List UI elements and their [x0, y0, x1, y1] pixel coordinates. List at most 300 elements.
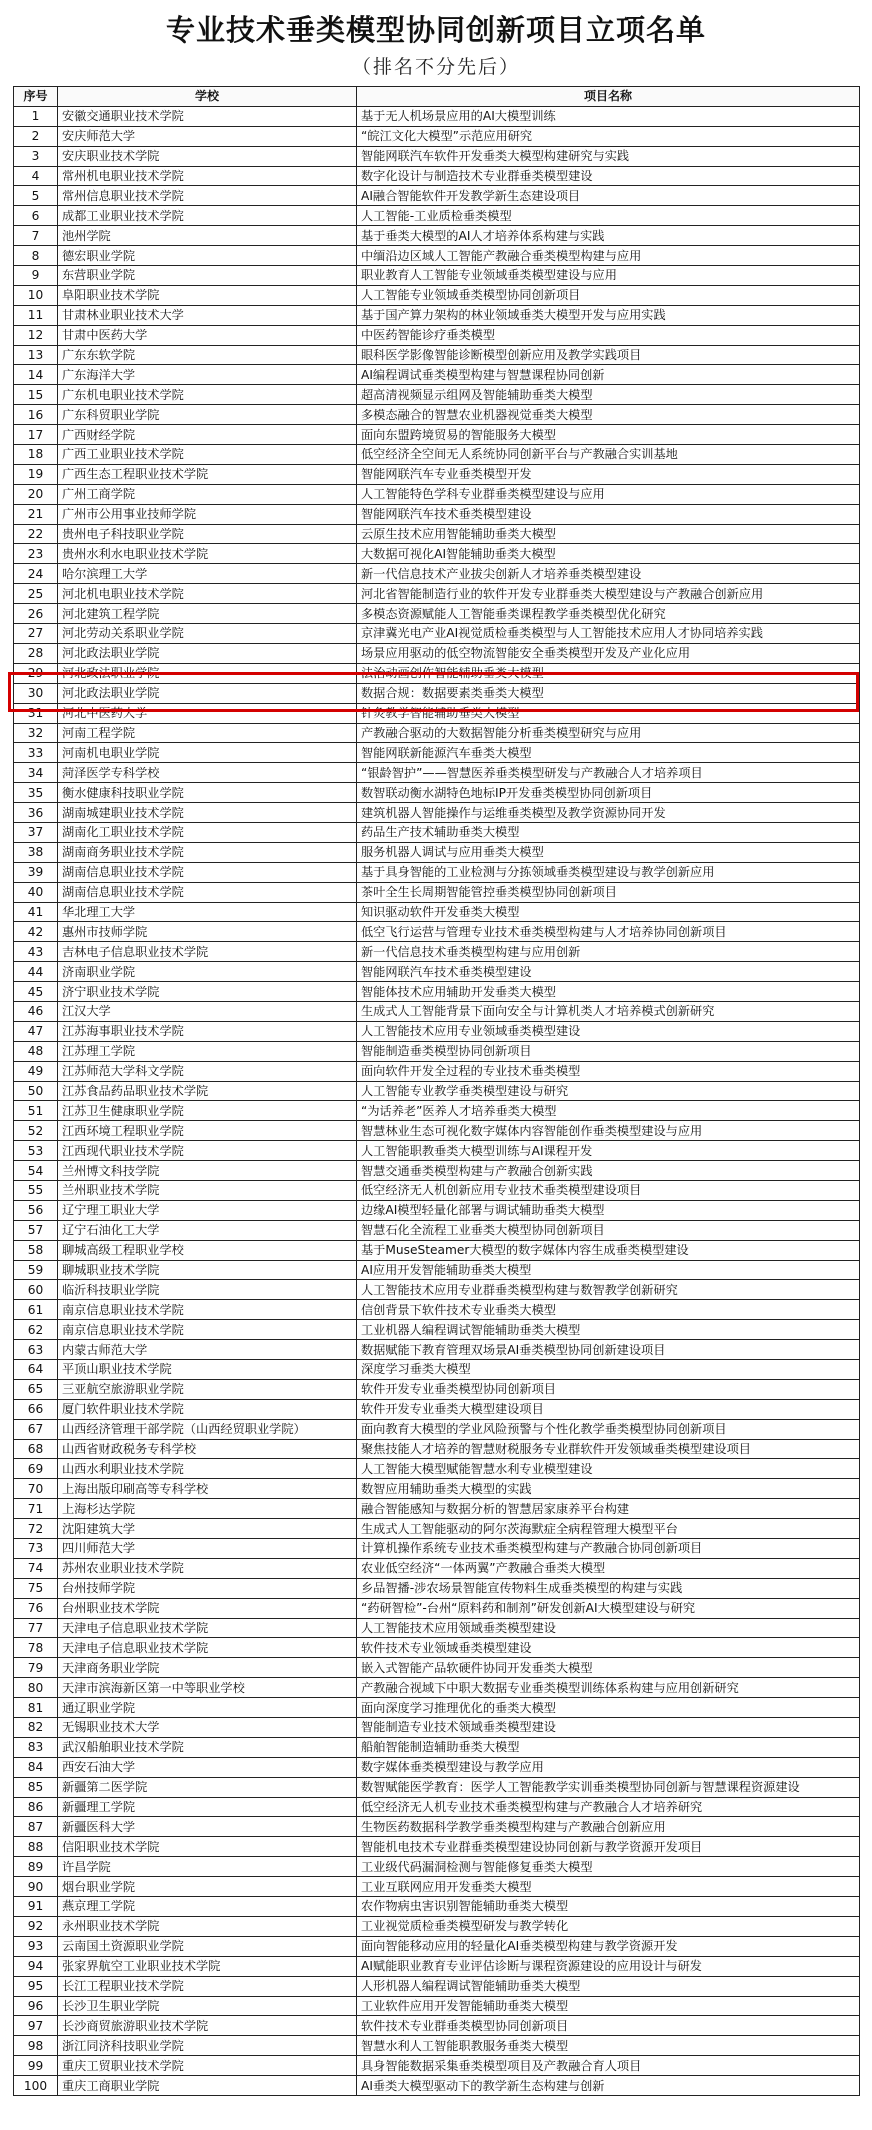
row-project: 多模态资源赋能人工智能垂类课程教学垂类模型优化研究: [357, 604, 860, 624]
table-row: [14, 1479, 860, 1499]
row-school: 广西工业职业技术学院: [58, 445, 357, 465]
row-project: 人工智能技术应用领域垂类模型建设: [357, 1618, 860, 1638]
row-index: 67: [14, 1419, 58, 1439]
row-index: 85: [14, 1777, 58, 1797]
row-school: 东营职业学院: [58, 266, 357, 286]
row-school: 台州职业技术学院: [58, 1598, 357, 1618]
row-school: 华北理工大学: [58, 902, 357, 922]
row-index: 52: [14, 1121, 58, 1141]
row-index: 98: [14, 2036, 58, 2056]
table-row: [14, 1618, 860, 1638]
table-row: [14, 504, 860, 524]
row-project: 智能网联新能源汽车垂类大模型: [357, 743, 860, 763]
row-index: 84: [14, 1757, 58, 1777]
row-school: 广东科贸职业学院: [58, 405, 357, 425]
row-project: 中医药智能诊疗垂类模型: [357, 325, 860, 345]
row-index: 28: [14, 643, 58, 663]
row-school: 三亚航空旅游职业学院: [58, 1379, 357, 1399]
table-row: [14, 106, 860, 126]
row-school: 阜阳职业技术学院: [58, 285, 357, 305]
row-school: 广东海洋大学: [58, 365, 357, 385]
row-school: 惠州市技师学院: [58, 922, 357, 942]
table-row: [14, 1539, 860, 1559]
row-school: 重庆工贸职业技术学院: [58, 2056, 357, 2076]
table-row: [14, 1101, 860, 1121]
row-project: “银龄智护”——智慧医养垂类模型研发与产教融合人才培养项目: [357, 763, 860, 783]
row-school: 河北政法职业学院: [58, 643, 357, 663]
table-row: [14, 1439, 860, 1459]
row-school: 兰州职业技术学院: [58, 1180, 357, 1200]
row-project: 茶叶全生长周期智能管控垂类模型协同创新项目: [357, 882, 860, 902]
row-school: 河南工程学院: [58, 723, 357, 743]
row-school: 云南国土资源职业学院: [58, 1936, 357, 1956]
row-index: 45: [14, 982, 58, 1002]
row-school: 新疆第二医学院: [58, 1777, 357, 1797]
row-school: 菏泽医学专科学校: [58, 763, 357, 783]
row-school: 甘肃林业职业技术大学: [58, 305, 357, 325]
row-project: 工业视觉质检垂类模型研发与教学转化: [357, 1916, 860, 1936]
row-school: 安庆师范大学: [58, 126, 357, 146]
row-project: 农作物病虫害识别智能辅助垂类大模型: [357, 1897, 860, 1917]
row-index: 78: [14, 1638, 58, 1658]
row-index: 88: [14, 1837, 58, 1857]
table-row: [14, 1459, 860, 1479]
row-project: 生成式人工智能背景下面向安全与计算机类人才培养模式创新研究: [357, 1001, 860, 1021]
row-project: 工业互联网应用开发垂类大模型: [357, 1877, 860, 1897]
table-row: [14, 2036, 860, 2056]
row-index: 73: [14, 1539, 58, 1559]
row-school: 河北中医药大学: [58, 703, 357, 723]
row-project: 人工智能技术应用专业领域垂类模型建设: [357, 1021, 860, 1041]
table-row: [14, 2056, 860, 2076]
row-index: 27: [14, 624, 58, 644]
table-row: [14, 1936, 860, 1956]
table-row: [14, 683, 860, 703]
row-index: 56: [14, 1200, 58, 1220]
row-school: 安庆职业技术学院: [58, 146, 357, 166]
row-project: 低空经济无人机创新应用专业技术垂类模型建设项目: [357, 1180, 860, 1200]
row-index: 4: [14, 166, 58, 186]
row-school: 河北政法职业学院: [58, 683, 357, 703]
row-index: 18: [14, 445, 58, 465]
table-row: [14, 643, 860, 663]
row-school: 长沙商贸旅游职业技术学院: [58, 2016, 357, 2036]
table-row: [14, 1001, 860, 1021]
row-school: 张家界航空工业职业技术学院: [58, 1956, 357, 1976]
table-row: [14, 1121, 860, 1141]
row-project: 具身智能数据采集垂类模型项目及产教融合育人项目: [357, 2056, 860, 2076]
row-index: 44: [14, 962, 58, 982]
row-project: 新一代信息技术产业拔尖创新人才培养垂类模型建设: [357, 564, 860, 584]
row-project: 数字媒体垂类模型建设与教学应用: [357, 1757, 860, 1777]
row-index: 51: [14, 1101, 58, 1121]
row-index: 93: [14, 1936, 58, 1956]
row-project: 人工智能特色学科专业群垂类模型建设与应用: [357, 484, 860, 504]
row-school: 临沂科技职业学院: [58, 1280, 357, 1300]
table-row: [14, 345, 860, 365]
row-project: 融合智能感知与数据分析的智慧居家康养平台构建: [357, 1499, 860, 1519]
row-project: 超高清视频显示组网及智能辅助垂类大模型: [357, 385, 860, 405]
row-school: 南京信息职业技术学院: [58, 1300, 357, 1320]
row-project: 软件技术专业群垂类模型协同创新项目: [357, 2016, 860, 2036]
row-index: 32: [14, 723, 58, 743]
table-row: [14, 723, 860, 743]
row-school: 四川师范大学: [58, 1539, 357, 1559]
row-school: 安徽交通职业技术学院: [58, 106, 357, 126]
table-row: [14, 1558, 860, 1578]
page-title: 专业技术垂类模型协同创新项目立项名单: [165, 13, 706, 47]
row-project: 针灸教学智能辅助垂类大模型: [357, 703, 860, 723]
row-project: 智慧水利人工智能职教服务垂类大模型: [357, 2036, 860, 2056]
row-project: 多模态融合的智慧农业机器视觉垂类大模型: [357, 405, 860, 425]
table-row: [14, 1399, 860, 1419]
row-project: 建筑机器人智能操作与运维垂类模型及教学资源协同开发: [357, 803, 860, 823]
row-school: 平顶山职业技术学院: [58, 1360, 357, 1380]
row-index: 46: [14, 1001, 58, 1021]
row-index: 68: [14, 1439, 58, 1459]
row-index: 29: [14, 663, 58, 683]
row-index: 43: [14, 942, 58, 962]
table-row: [14, 1360, 860, 1380]
row-project: AI编程调试垂类模型构建与智慧课程协同创新: [357, 365, 860, 385]
row-school: 山西省财政税务专科学校: [58, 1439, 357, 1459]
row-index: 5: [14, 186, 58, 206]
row-school: 长江工程职业技术学院: [58, 1976, 357, 1996]
row-index: 33: [14, 743, 58, 763]
row-project: 智能体技术应用辅助开发垂类大模型: [357, 982, 860, 1002]
table-row: [14, 1280, 860, 1300]
row-school: 长沙卫生职业学院: [58, 1996, 357, 2016]
row-index: 6: [14, 206, 58, 226]
row-school: 江汉大学: [58, 1001, 357, 1021]
row-index: 94: [14, 1956, 58, 1976]
row-project: 基于MuseSteamer大模型的数字媒体内容生成垂类模型建设: [357, 1240, 860, 1260]
row-project: 软件开发专业垂类大模型建设项目: [357, 1399, 860, 1419]
row-index: 96: [14, 1996, 58, 2016]
row-index: 100: [14, 2076, 58, 2096]
row-project: 人工智能专业教学垂类模型建设与研究: [357, 1081, 860, 1101]
row-school: 德宏职业学院: [58, 246, 357, 266]
row-index: 2: [14, 126, 58, 146]
table-row: [14, 1996, 860, 2016]
row-index: 53: [14, 1141, 58, 1161]
table-body: [14, 106, 860, 2095]
row-index: 15: [14, 385, 58, 405]
row-school: 成都工业职业技术学院: [58, 206, 357, 226]
row-school: 河北政法职业学院: [58, 663, 357, 683]
row-index: 82: [14, 1718, 58, 1738]
row-index: 36: [14, 803, 58, 823]
table-row: [14, 902, 860, 922]
table-row: [14, 1200, 860, 1220]
table-row: [14, 663, 860, 683]
row-school: 河南机电职业学院: [58, 743, 357, 763]
row-index: 63: [14, 1340, 58, 1360]
row-school: 河北建筑工程学院: [58, 604, 357, 624]
row-school: 池州学院: [58, 226, 357, 246]
row-index: 17: [14, 425, 58, 445]
table-row: [14, 1320, 860, 1340]
row-index: 74: [14, 1558, 58, 1578]
row-school: 江西现代职业技术学院: [58, 1141, 357, 1161]
table-row: [14, 922, 860, 942]
table-row: [14, 1737, 860, 1757]
row-index: 64: [14, 1360, 58, 1380]
row-project: 人形机器人编程调试智能辅助垂类大模型: [357, 1976, 860, 1996]
row-school: 山西经济管理干部学院（山西经贸职业学院）: [58, 1419, 357, 1439]
row-index: 48: [14, 1041, 58, 1061]
table-row: [14, 1499, 860, 1519]
row-school: 重庆工商职业学院: [58, 2076, 357, 2096]
table-row: [14, 1797, 860, 1817]
row-school: 台州技师学院: [58, 1578, 357, 1598]
row-project: 基于具身智能的工业检测与分拣领域垂类模型建设与教学创新应用: [357, 862, 860, 882]
row-school: 江苏理工学院: [58, 1041, 357, 1061]
row-project: 智能网联汽车技术垂类模型建设: [357, 962, 860, 982]
row-project: 基于无人机场景应用的AI大模型训练: [357, 106, 860, 126]
row-index: 62: [14, 1320, 58, 1340]
table-row: [14, 425, 860, 445]
row-index: 87: [14, 1817, 58, 1837]
table-row: [14, 385, 860, 405]
row-index: 8: [14, 246, 58, 266]
row-index: 39: [14, 862, 58, 882]
row-index: 3: [14, 146, 58, 166]
row-index: 54: [14, 1161, 58, 1181]
row-school: 燕京理工学院: [58, 1897, 357, 1917]
row-school: 南京信息职业技术学院: [58, 1320, 357, 1340]
table-row: [14, 166, 860, 186]
table-row: [14, 1021, 860, 1041]
row-school: 辽宁理工职业大学: [58, 1200, 357, 1220]
row-project: 云原生技术应用智能辅助垂类大模型: [357, 524, 860, 544]
row-index: 30: [14, 683, 58, 703]
row-school: 兰州博文科技学院: [58, 1161, 357, 1181]
table-row: [14, 982, 860, 1002]
table-row: [14, 1260, 860, 1280]
row-index: 40: [14, 882, 58, 902]
row-school: 广西生态工程职业技术学院: [58, 464, 357, 484]
row-index: 79: [14, 1658, 58, 1678]
row-school: 广东东软学院: [58, 345, 357, 365]
row-project: 产教融合驱动的大数据智能分析垂类模型研究与应用: [357, 723, 860, 743]
table-row: [14, 584, 860, 604]
table-row: [14, 1777, 860, 1797]
table-row: [14, 763, 860, 783]
row-school: 烟台职业学院: [58, 1877, 357, 1897]
table-row: [14, 822, 860, 842]
row-school: 贵州电子科技职业学院: [58, 524, 357, 544]
table-row: [14, 1061, 860, 1081]
row-school: 吉林电子信息职业技术学院: [58, 942, 357, 962]
table-row: [14, 962, 860, 982]
row-index: 81: [14, 1698, 58, 1718]
row-project: 药品生产技术辅助垂类大模型: [357, 822, 860, 842]
table-row: [14, 544, 860, 564]
row-school: 常州机电职业技术学院: [58, 166, 357, 186]
row-school: 江苏海事职业技术学院: [58, 1021, 357, 1041]
row-project: 低空飞行运营与管理专业技术垂类模型构建与人才培养协同创新项目: [357, 922, 860, 942]
row-school: 天津商务职业学院: [58, 1658, 357, 1678]
row-school: 新疆理工学院: [58, 1797, 357, 1817]
row-index: 55: [14, 1180, 58, 1200]
row-index: 21: [14, 504, 58, 524]
row-index: 80: [14, 1678, 58, 1698]
row-index: 7: [14, 226, 58, 246]
table-row: [14, 783, 860, 803]
table-row: [14, 1698, 860, 1718]
row-school: 厦门软件职业技术学院: [58, 1399, 357, 1419]
table-row: [14, 186, 860, 206]
row-index: 11: [14, 305, 58, 325]
row-index: 10: [14, 285, 58, 305]
row-school: 江苏食品药品职业技术学院: [58, 1081, 357, 1101]
row-index: 70: [14, 1479, 58, 1499]
row-school: 上海出版印刷高等专科学校: [58, 1479, 357, 1499]
row-school: 天津电子信息职业技术学院: [58, 1638, 357, 1658]
table-row: [14, 842, 860, 862]
row-school: 许昌学院: [58, 1857, 357, 1877]
row-index: 60: [14, 1280, 58, 1300]
row-index: 86: [14, 1797, 58, 1817]
row-index: 61: [14, 1300, 58, 1320]
row-project: 眼科医学影像智能诊断模型创新应用及教学实践项目: [357, 345, 860, 365]
row-project: 服务机器人调试与应用垂类大模型: [357, 842, 860, 862]
row-project: “为话养老”医养人才培养垂类大模型: [357, 1101, 860, 1121]
table-row: [14, 1578, 860, 1598]
row-school: 上海杉达学院: [58, 1499, 357, 1519]
row-project: AI垂类大模型驱动下的教学新生态构建与创新: [357, 2076, 860, 2096]
table-row: [14, 206, 860, 226]
row-project: 智慧石化全流程工业垂类大模型协同创新项目: [357, 1220, 860, 1240]
row-project: 智能网联汽车软件开发垂类大模型构建研究与实践: [357, 146, 860, 166]
table-row: [14, 1379, 860, 1399]
row-project: AI赋能职业教育专业评估诊断与课程资源建设的应用设计与研发: [357, 1956, 860, 1976]
row-project: 计算机操作系统专业技术垂类模型构建与产教融合协同创新项目: [357, 1539, 860, 1559]
table-row: [14, 703, 860, 723]
row-school: 苏州农业职业技术学院: [58, 1558, 357, 1578]
row-project: 场景应用驱动的低空物流智能安全垂类模型开发及产业化应用: [357, 643, 860, 663]
row-school: 无锡职业技术大学: [58, 1718, 357, 1738]
table-row: [14, 1837, 860, 1857]
table-row: [14, 1916, 860, 1936]
row-school: 哈尔滨理工大学: [58, 564, 357, 584]
row-index: 24: [14, 564, 58, 584]
row-school: 河北机电职业技术学院: [58, 584, 357, 604]
row-school: 天津电子信息职业技术学院: [58, 1618, 357, 1638]
project-table: [13, 86, 860, 2096]
row-index: 92: [14, 1916, 58, 1936]
row-project: 智能网联汽车技术垂类模型建设: [357, 504, 860, 524]
row-project: 河北省智能制造行业的软件开发专业群垂类大模型建设与产教融合创新应用: [357, 584, 860, 604]
row-school: 江苏卫生健康职业学院: [58, 1101, 357, 1121]
row-index: 14: [14, 365, 58, 385]
table-row: [14, 1877, 860, 1897]
row-project: 生成式人工智能驱动的阿尔茨海默症全病程管理大模型平台: [357, 1519, 860, 1539]
row-project: 面向智能移动应用的轻量化AI垂类模型构建与教学资源开发: [357, 1936, 860, 1956]
table-row: [14, 1718, 860, 1738]
table-row: [14, 484, 860, 504]
row-project: 数据合规：数据要素类垂类大模型: [357, 683, 860, 703]
row-school: 甘肃中医药大学: [58, 325, 357, 345]
row-index: 31: [14, 703, 58, 723]
row-project: “药研智检”-台州“原料药和制剂”研发创新AI大模型建设与研究: [357, 1598, 860, 1618]
row-school: 辽宁石油化工大学: [58, 1220, 357, 1240]
row-index: 66: [14, 1399, 58, 1419]
row-school: 湖南化工职业技术学院: [58, 822, 357, 842]
row-project: 人工智能-工业质检垂类模型: [357, 206, 860, 226]
table-row: [14, 365, 860, 385]
table-row: [14, 564, 860, 584]
row-index: 49: [14, 1061, 58, 1081]
table-row: [14, 1976, 860, 1996]
row-index: 50: [14, 1081, 58, 1101]
row-project: 嵌入式智能产品软硬件协同开发垂类大模型: [357, 1658, 860, 1678]
row-index: 13: [14, 345, 58, 365]
table-row: [14, 743, 860, 763]
table-row: [14, 1419, 860, 1439]
row-school: 聊城高级工程职业学校: [58, 1240, 357, 1260]
row-index: 71: [14, 1499, 58, 1519]
row-project: 深度学习垂类大模型: [357, 1360, 860, 1380]
row-project: 边缘AI模型轻量化部署与调试辅助垂类大模型: [357, 1200, 860, 1220]
row-project: 软件技术专业领域垂类模型建设: [357, 1638, 860, 1658]
row-project: 智慧交通垂类模型构建与产教融合创新实践: [357, 1161, 860, 1181]
table-row: [14, 1240, 860, 1260]
row-index: 99: [14, 2056, 58, 2076]
table-row: [14, 1598, 860, 1618]
row-project: 软件开发专业垂类模型协同创新项目: [357, 1379, 860, 1399]
row-project: 聚焦技能人才培养的智慧财税服务专业群软件开发领域垂类模型建设项目: [357, 1439, 860, 1459]
table-row: [14, 1817, 860, 1837]
row-project: 中缅沿边区域人工智能产教融合垂类模型构建与应用: [357, 246, 860, 266]
row-school: 江苏师范大学科文学院: [58, 1061, 357, 1081]
row-index: 22: [14, 524, 58, 544]
row-project: 产教融合视域下中职大数据专业垂类模型训练体系构建与应用创新研究: [357, 1678, 860, 1698]
row-index: 9: [14, 266, 58, 286]
row-index: 23: [14, 544, 58, 564]
row-index: 76: [14, 1598, 58, 1618]
table-row: [14, 1897, 860, 1917]
row-index: 19: [14, 464, 58, 484]
row-project: 面向教育大模型的学业风险预警与个性化教学垂类模型协同创新项目: [357, 1419, 860, 1439]
table-row: [14, 862, 860, 882]
row-index: 83: [14, 1737, 58, 1757]
row-school: 济宁职业技术学院: [58, 982, 357, 1002]
table-row: [14, 1220, 860, 1240]
table-row: [14, 1956, 860, 1976]
row-index: 59: [14, 1260, 58, 1280]
row-project: 数智赋能医学教育：医学人工智能教学实训垂类模型协同创新与智慧课程资源建设: [357, 1777, 860, 1797]
row-school: 湖南商务职业技术学院: [58, 842, 357, 862]
table-row: [14, 1519, 860, 1539]
row-index: 97: [14, 2016, 58, 2036]
table-row: [14, 1638, 860, 1658]
row-index: 95: [14, 1976, 58, 1996]
row-project: 数据赋能下教育管理双场景AI垂类模型协同创新建设项目: [357, 1340, 860, 1360]
row-project: 低空经济无人机专业技术垂类模型构建与产教融合人才培养研究: [357, 1797, 860, 1817]
row-index: 25: [14, 584, 58, 604]
table-row: [14, 942, 860, 962]
row-project: 面向深度学习推理优化的垂类大模型: [357, 1698, 860, 1718]
table-row: [14, 803, 860, 823]
row-project: 乡品智播-涉农场景智能宣传物料生成垂类模型的构建与实践: [357, 1578, 860, 1598]
row-index: 12: [14, 325, 58, 345]
row-project: 智慧林业生态可视化数字媒体内容智能创作垂类模型建设与应用: [357, 1121, 860, 1141]
row-index: 65: [14, 1379, 58, 1399]
row-school: 天津市滨海新区第一中等职业学校: [58, 1678, 357, 1698]
row-school: 山西水利职业技术学院: [58, 1459, 357, 1479]
